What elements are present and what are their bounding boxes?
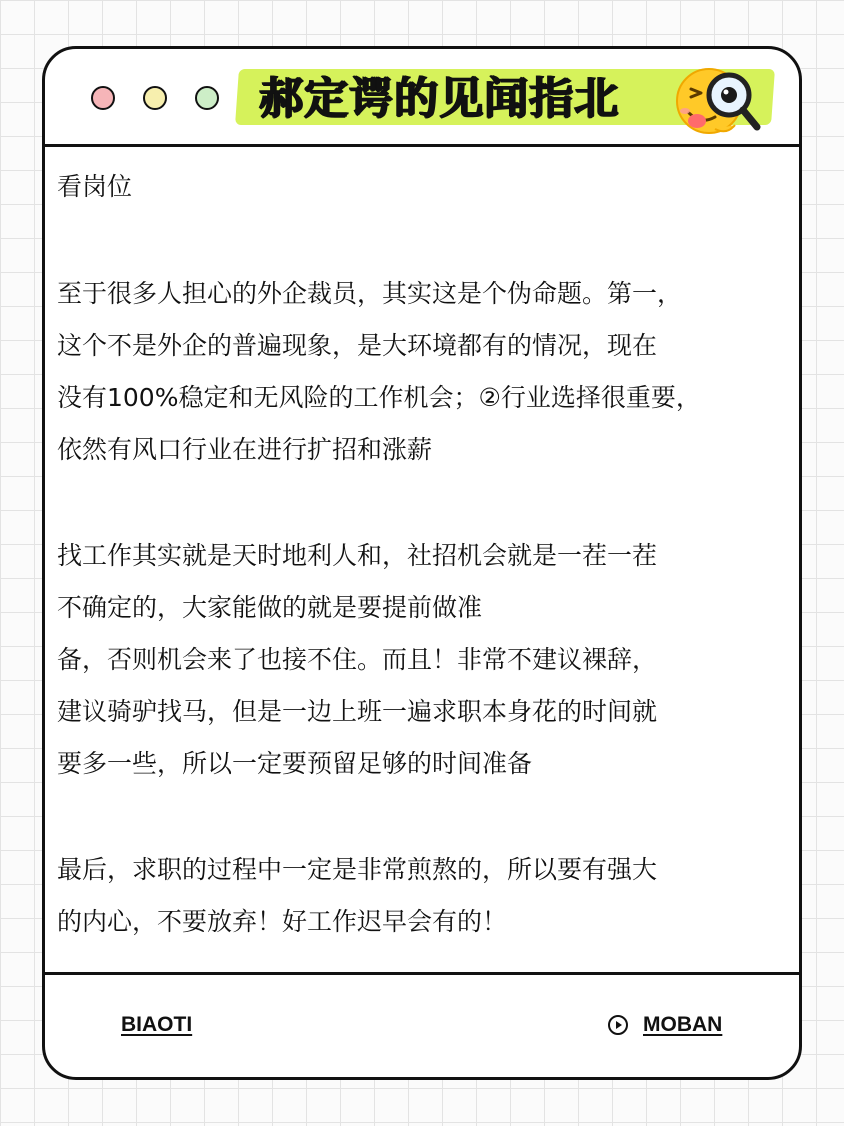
window-dot-green bbox=[195, 86, 219, 110]
paragraph-line: 备，否则机会来了也接不住。而且！非常不建议裸辞， bbox=[57, 645, 658, 674]
moban-link[interactable] bbox=[607, 1013, 722, 1037]
paragraph-line: 要多一些，所以一定要预留足够的时间准备 bbox=[57, 749, 533, 778]
window-dot-red bbox=[91, 86, 115, 110]
paragraph-line: 至于很多人担心的外企裁员，其实这是个伪命题。第一， bbox=[57, 279, 683, 308]
section-heading: 看岗位 bbox=[57, 172, 133, 201]
paragraph-line: 建议骑驴找马，但是一边上班一遍求职本身花的时间就 bbox=[57, 697, 658, 726]
note-card bbox=[42, 46, 802, 1080]
tongue-out-magnifier-emoji-icon bbox=[671, 55, 763, 141]
paragraph-line: 找工作其实就是天时地利人和，社招机会就是一茬一茬 bbox=[57, 541, 658, 570]
window-dot-yellow bbox=[143, 86, 167, 110]
page-title: 郝定谔的见闻指北 bbox=[259, 73, 619, 124]
play-circle-icon bbox=[607, 1014, 629, 1036]
paragraph-line: 依然有风口行业在进行扩招和涨薪 bbox=[57, 435, 433, 464]
content-area bbox=[45, 147, 799, 975]
paragraph-line: 的内心，不要放弃！好工作迟早会有的！ bbox=[57, 907, 508, 936]
window-header bbox=[45, 49, 799, 147]
card-footer bbox=[45, 975, 799, 1077]
paragraph-line: 没有100%稳定和无风险的工作机会；②行业选择很重要， bbox=[57, 383, 701, 412]
paragraph-line: 这个不是外企的普遍现象，是大环境都有的情况，现在 bbox=[57, 331, 658, 360]
moban-label: MOBAN bbox=[643, 1013, 723, 1036]
biaoti-link[interactable]: BIAOTI bbox=[121, 1013, 193, 1036]
paragraph-line: 最后，求职的过程中一定是非常煎熬的，所以要有强大 bbox=[57, 855, 658, 884]
paragraph-line: 不确定的，大家能做的就是要提前做准 bbox=[57, 593, 483, 622]
